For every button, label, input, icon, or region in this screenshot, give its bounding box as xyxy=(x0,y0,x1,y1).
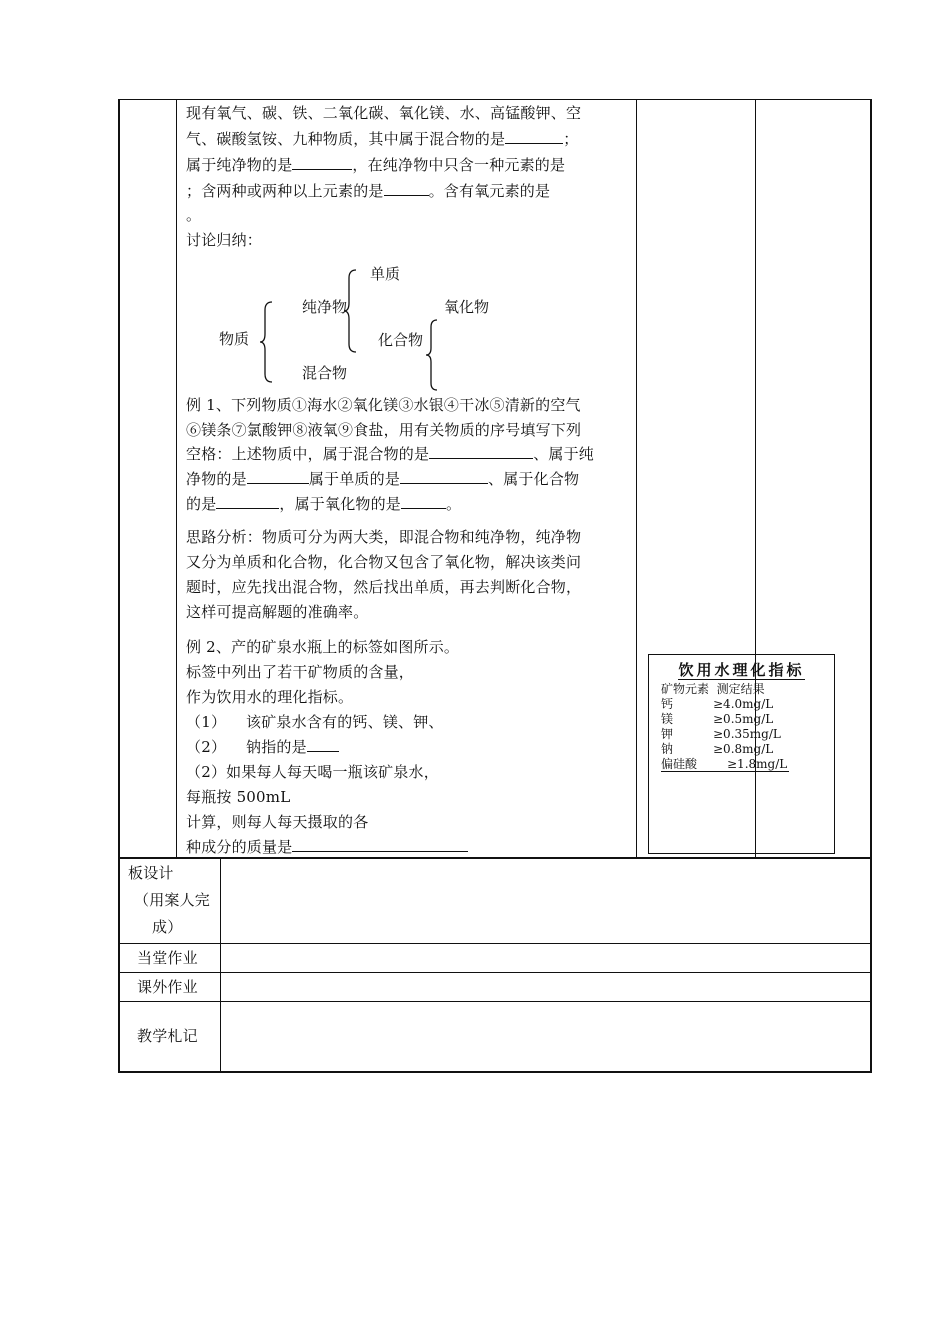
example2-line-9-text: 种成分的质量是 xyxy=(186,838,293,856)
label-row-name: 偏硅酸 xyxy=(661,757,698,771)
question-line-4-a: ；含两种或两种以上元素的是 xyxy=(186,182,384,200)
example1-line-5-c: 。 xyxy=(446,495,462,513)
column-divider-1 xyxy=(176,99,177,858)
example1-line-4-b: 属于单质的是 xyxy=(308,470,401,488)
example1-line-4-c: 、属于化合物 xyxy=(488,470,580,488)
example1-line-5-a: 的是 xyxy=(186,495,217,513)
analysis-line-4: 这样可提高解题的准确率。 xyxy=(186,603,369,621)
diagram-element-label: 单质 xyxy=(370,265,401,283)
label-row-name: 镁 xyxy=(661,712,674,726)
label-header: 矿物元素 测定结果 xyxy=(661,682,765,696)
label-row-name: 钾 xyxy=(661,727,674,741)
discussion-heading: 讨论归纳： xyxy=(186,231,263,249)
diagram-root-label: 物质 xyxy=(219,330,250,348)
table-bottom-border xyxy=(118,1071,872,1073)
label-row xyxy=(661,697,774,711)
example1-line-4-a: 净物的是 xyxy=(186,470,247,488)
homework-label: 课外作业 xyxy=(137,978,198,996)
question-line-4-b: 。含有氧元素的是 xyxy=(428,182,551,200)
example2-line-3: 作为饮用水的理化指标。 xyxy=(186,688,354,706)
question-line-3 xyxy=(186,152,565,178)
diagram-mixture-label: 混合物 xyxy=(302,364,348,382)
example1-line-1: 例 1、下列物质①海水②氧化镁③水银④干冰⑤清新的空气 xyxy=(186,396,581,414)
label-row-value: ≥0.8mg/L xyxy=(713,742,774,756)
example1-line-4 xyxy=(186,466,579,492)
classwork-cell[interactable] xyxy=(222,944,869,971)
example2-line-6: （2）如果每人每天喝一瓶该矿泉水， xyxy=(186,763,439,781)
answer-blank[interactable] xyxy=(505,127,563,144)
analysis-line-2: 又分为单质和化合物，化合物又包含了氧化物，解决该类问 xyxy=(186,553,582,571)
example1-line-3-b: 、属于纯 xyxy=(533,445,595,463)
label-title xyxy=(649,659,834,680)
label-row xyxy=(661,727,781,741)
label-row xyxy=(661,742,774,756)
answer-blank[interactable] xyxy=(400,467,488,484)
question-line-2-end: ； xyxy=(563,130,579,148)
question-line-2 xyxy=(186,126,578,152)
answer-blank[interactable] xyxy=(247,467,309,484)
example2-line-8: 计算，则每人每天摄取的各 xyxy=(186,813,369,831)
teaching-notes-label: 教学札记 xyxy=(137,1027,198,1045)
answer-blank[interactable] xyxy=(384,179,429,196)
label-row-name: 钙 xyxy=(661,697,674,711)
example2-line-4: （1） 该矿泉水含有的钙、镁、钾、 xyxy=(186,713,444,731)
brace-root xyxy=(258,300,276,384)
label-row-value: ≥0.35mg/L xyxy=(713,727,781,741)
question-line-4 xyxy=(186,178,550,204)
analysis-line-3: 题时，应先找出混合物，然后找出单质，再去判断化合物， xyxy=(186,578,582,596)
label-title-text: 饮用水理化指标 xyxy=(678,661,805,679)
answer-blank[interactable] xyxy=(292,835,468,852)
label-row xyxy=(661,757,789,772)
answer-blank[interactable] xyxy=(292,153,352,170)
example2-line-2: 标签中列出了若干矿物质的含量， xyxy=(186,663,415,681)
column-divider-2 xyxy=(636,99,637,858)
example1-line-5 xyxy=(186,491,461,517)
answer-blank[interactable] xyxy=(401,492,446,509)
answer-blank[interactable] xyxy=(307,735,339,752)
table-left-border xyxy=(118,99,120,1073)
example2-line-1: 例 2、产的矿泉水瓶上的标签如图所示。 xyxy=(186,638,460,656)
diagram-compound-label: 化合物 xyxy=(378,331,424,349)
example2-line-5-text: （2） 钠指的是 xyxy=(186,738,307,756)
board-design-label-3: 成） xyxy=(152,918,183,936)
teaching-notes-cell[interactable] xyxy=(222,1002,869,1070)
question-line-5: 。 xyxy=(186,206,202,224)
label-row-name: 钠 xyxy=(661,742,674,756)
classwork-label: 当堂作业 xyxy=(137,949,198,967)
example1-line-3-a: 空格：上述物质中，属于混合物的是 xyxy=(186,445,430,463)
brace-pure xyxy=(342,268,360,354)
example1-line-5-b: ，属于氧化物的是 xyxy=(279,495,402,513)
example2-line-9 xyxy=(186,834,468,860)
homework-cell[interactable] xyxy=(222,973,869,1000)
example1-line-3 xyxy=(186,441,594,467)
example1-line-2: ⑥镁条⑦氯酸钾⑧液氧⑨食盐，用有关物质的序号填写下列 xyxy=(186,421,582,439)
bottom-label-divider xyxy=(220,857,221,1072)
answer-blank[interactable] xyxy=(429,442,533,459)
diagram-pure-label: 纯净物 xyxy=(302,298,348,316)
mineral-water-label xyxy=(648,654,835,854)
label-row xyxy=(661,712,774,726)
table-right-border xyxy=(870,99,872,1073)
question-line-3-b: ，在纯净物中只含一种元素的是 xyxy=(352,156,566,174)
brace-compound xyxy=(424,318,440,392)
board-design-label-1: 板设计 xyxy=(128,864,174,882)
board-design-cell[interactable] xyxy=(222,859,869,942)
board-design-label-2: （用案人完 xyxy=(134,891,211,909)
question-line-3-a: 属于纯净物的是 xyxy=(186,156,293,174)
label-row-value: ≥4.0mg/L xyxy=(713,697,774,711)
label-row-value: ≥0.5mg/L xyxy=(713,712,774,726)
question-line-2-text: 气、碳酸氢铵、九种物质，其中属于混合物的是 xyxy=(186,130,506,148)
diagram-oxide-label: 氧化物 xyxy=(444,298,490,316)
example2-line-5 xyxy=(186,734,339,760)
analysis-line-1: 思路分析：物质可分为两大类，即混合物和纯净物，纯净物 xyxy=(186,528,582,546)
example2-line-7: 每瓶按 500mL xyxy=(186,788,291,806)
answer-blank[interactable] xyxy=(216,492,279,509)
label-row-value: ≥1.8mg/L xyxy=(727,757,788,771)
question-line-1: 现有氧气、碳、铁、二氧化碳、氧化镁、水、高锰酸钾、空 xyxy=(186,104,582,122)
